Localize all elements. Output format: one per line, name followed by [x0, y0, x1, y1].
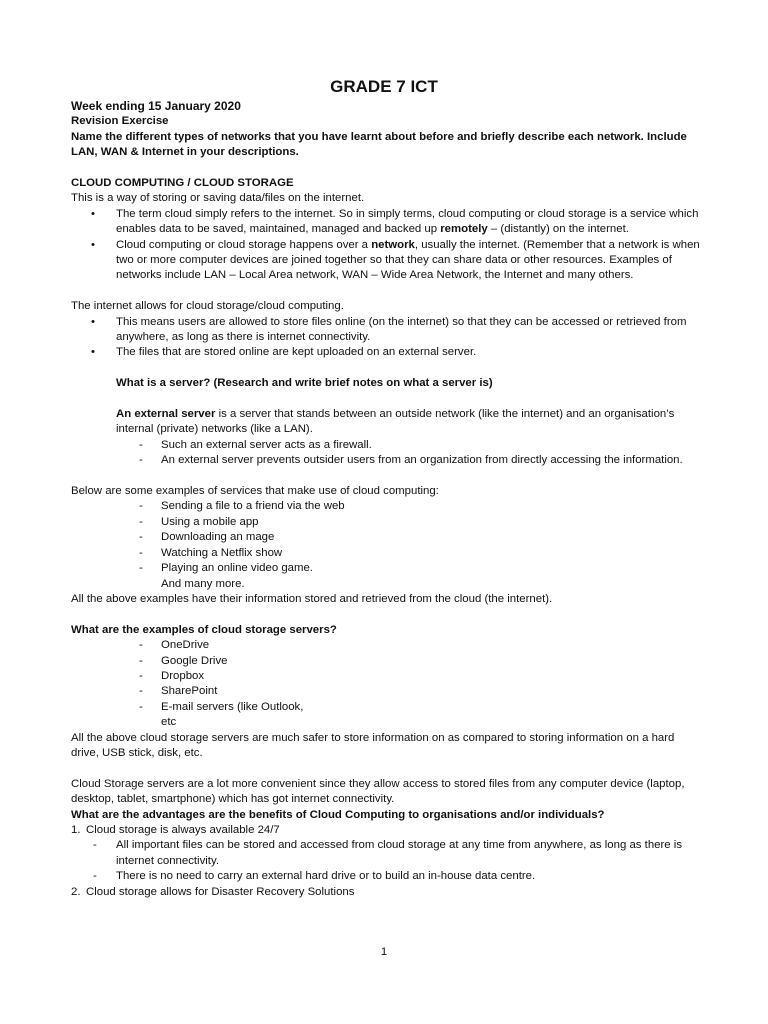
internet-bullets — [71, 315, 701, 361]
advantage-2: 2. Cloud storage allows for Disaster Recovery Solutions — [71, 885, 355, 898]
cloud-bullets — [71, 207, 701, 284]
list-item: - Sending a file to a friend via the web — [71, 499, 701, 514]
list-item: - Playing an online video game. — [71, 561, 701, 576]
services-list — [71, 499, 701, 576]
list-item: - E-mail servers (like Outlook, — [71, 700, 701, 715]
list-item: - An external server prevents outsider users from an organization from directly accessing the information. — [71, 453, 701, 468]
week-heading: Week ending 15 January 2020 — [71, 99, 241, 113]
page-title: GRADE 7 ICT — [330, 77, 438, 96]
services-more: And many more. — [161, 577, 245, 590]
servers-question: What are the examples of cloud storage servers? — [71, 623, 337, 636]
list-item: - All important files can be stored and accessed from cloud storage at any time from anywhere, as long as there is internet connectivity. — [71, 838, 701, 869]
list-item: - SharePoint — [71, 684, 701, 699]
advantage-1-points — [71, 838, 701, 884]
external-server-definition: An external server is a server that stands between an outside network (like the internet) and an organisation’s internal (private) networks (like a LAN). — [116, 408, 675, 436]
document-body — [71, 99, 701, 900]
services-summary: All the above examples have their information stored and retrieved from the cloud (the internet). — [71, 592, 553, 605]
list-item: • Cloud computing or cloud storage happens over a network, usually the internet. (Remember that a network is when two or more computer devices are joined together so that they can share data or other resources. Examples of networks include LAN – Local Area network, WAN – Wide Area Network, the Internet and many others. — [71, 238, 701, 284]
list-item: - Downloading an mage — [71, 530, 701, 545]
advantages-question: What are the advantages are the benefits of Cloud Computing to organisations and/or individuals? — [71, 808, 605, 821]
internet-allows: The internet allows for cloud storage/cloud computing. — [71, 300, 344, 313]
servers-list — [71, 638, 701, 715]
page-number: 1 — [380, 946, 388, 958]
list-item: • The term cloud simply refers to the internet. So in simply terms, cloud computing or cloud storage is a service which enables data to be saved, maintained, managed and backed up remotely – (distantly) on the internet. — [71, 207, 701, 238]
cloud-intro: This is a way of storing or saving data/files on the internet. — [71, 192, 365, 205]
cloud-heading: CLOUD COMPUTING / CLOUD STORAGE — [71, 177, 294, 190]
list-item: - There is no need to carry an external hard drive or to build an in-house data centre. — [71, 869, 701, 884]
advantage-1: 1. Cloud storage is always available 24/7 — [71, 823, 280, 836]
list-item: • The files that are stored online are kept uploaded on an external server. — [71, 345, 701, 360]
server-question: What is a server? (Research and write brief notes on what a server is) — [116, 377, 493, 390]
list-item: - Google Drive — [71, 654, 701, 669]
revision-heading: Revision Exercise — [71, 115, 169, 128]
instruction-text: Name the different types of networks that you have learnt about before and briefly describe each network. Include LAN, WAN & Internet in your descriptions. — [71, 130, 687, 159]
list-item: - Such an external server acts as a firewall. — [71, 438, 701, 453]
servers-summary: All the above cloud storage servers are much safer to store information on as compared to storing information on a hard drive, USB stick, disk, etc. — [71, 731, 675, 759]
services-intro: Below are some examples of services that make use of cloud computing: — [71, 485, 439, 498]
list-item: - Watching a Netflix show — [71, 546, 701, 561]
list-item: - OneDrive — [71, 638, 701, 653]
list-item: • This means users are allowed to store files online (on the internet) so that they can be accessed or retrieved from anywhere, as long as there is internet connectivity. — [71, 315, 701, 346]
external-server-points — [71, 438, 701, 469]
list-item: - Dropbox — [71, 669, 701, 684]
convenience-text: Cloud Storage servers are a lot more convenient since they allow access to stored files from any computer device (laptop, desktop, tablet, smartphone) which has got internet connectivity. — [71, 777, 685, 806]
list-item: - Using a mobile app — [71, 515, 701, 530]
servers-etc: etc — [161, 716, 177, 729]
